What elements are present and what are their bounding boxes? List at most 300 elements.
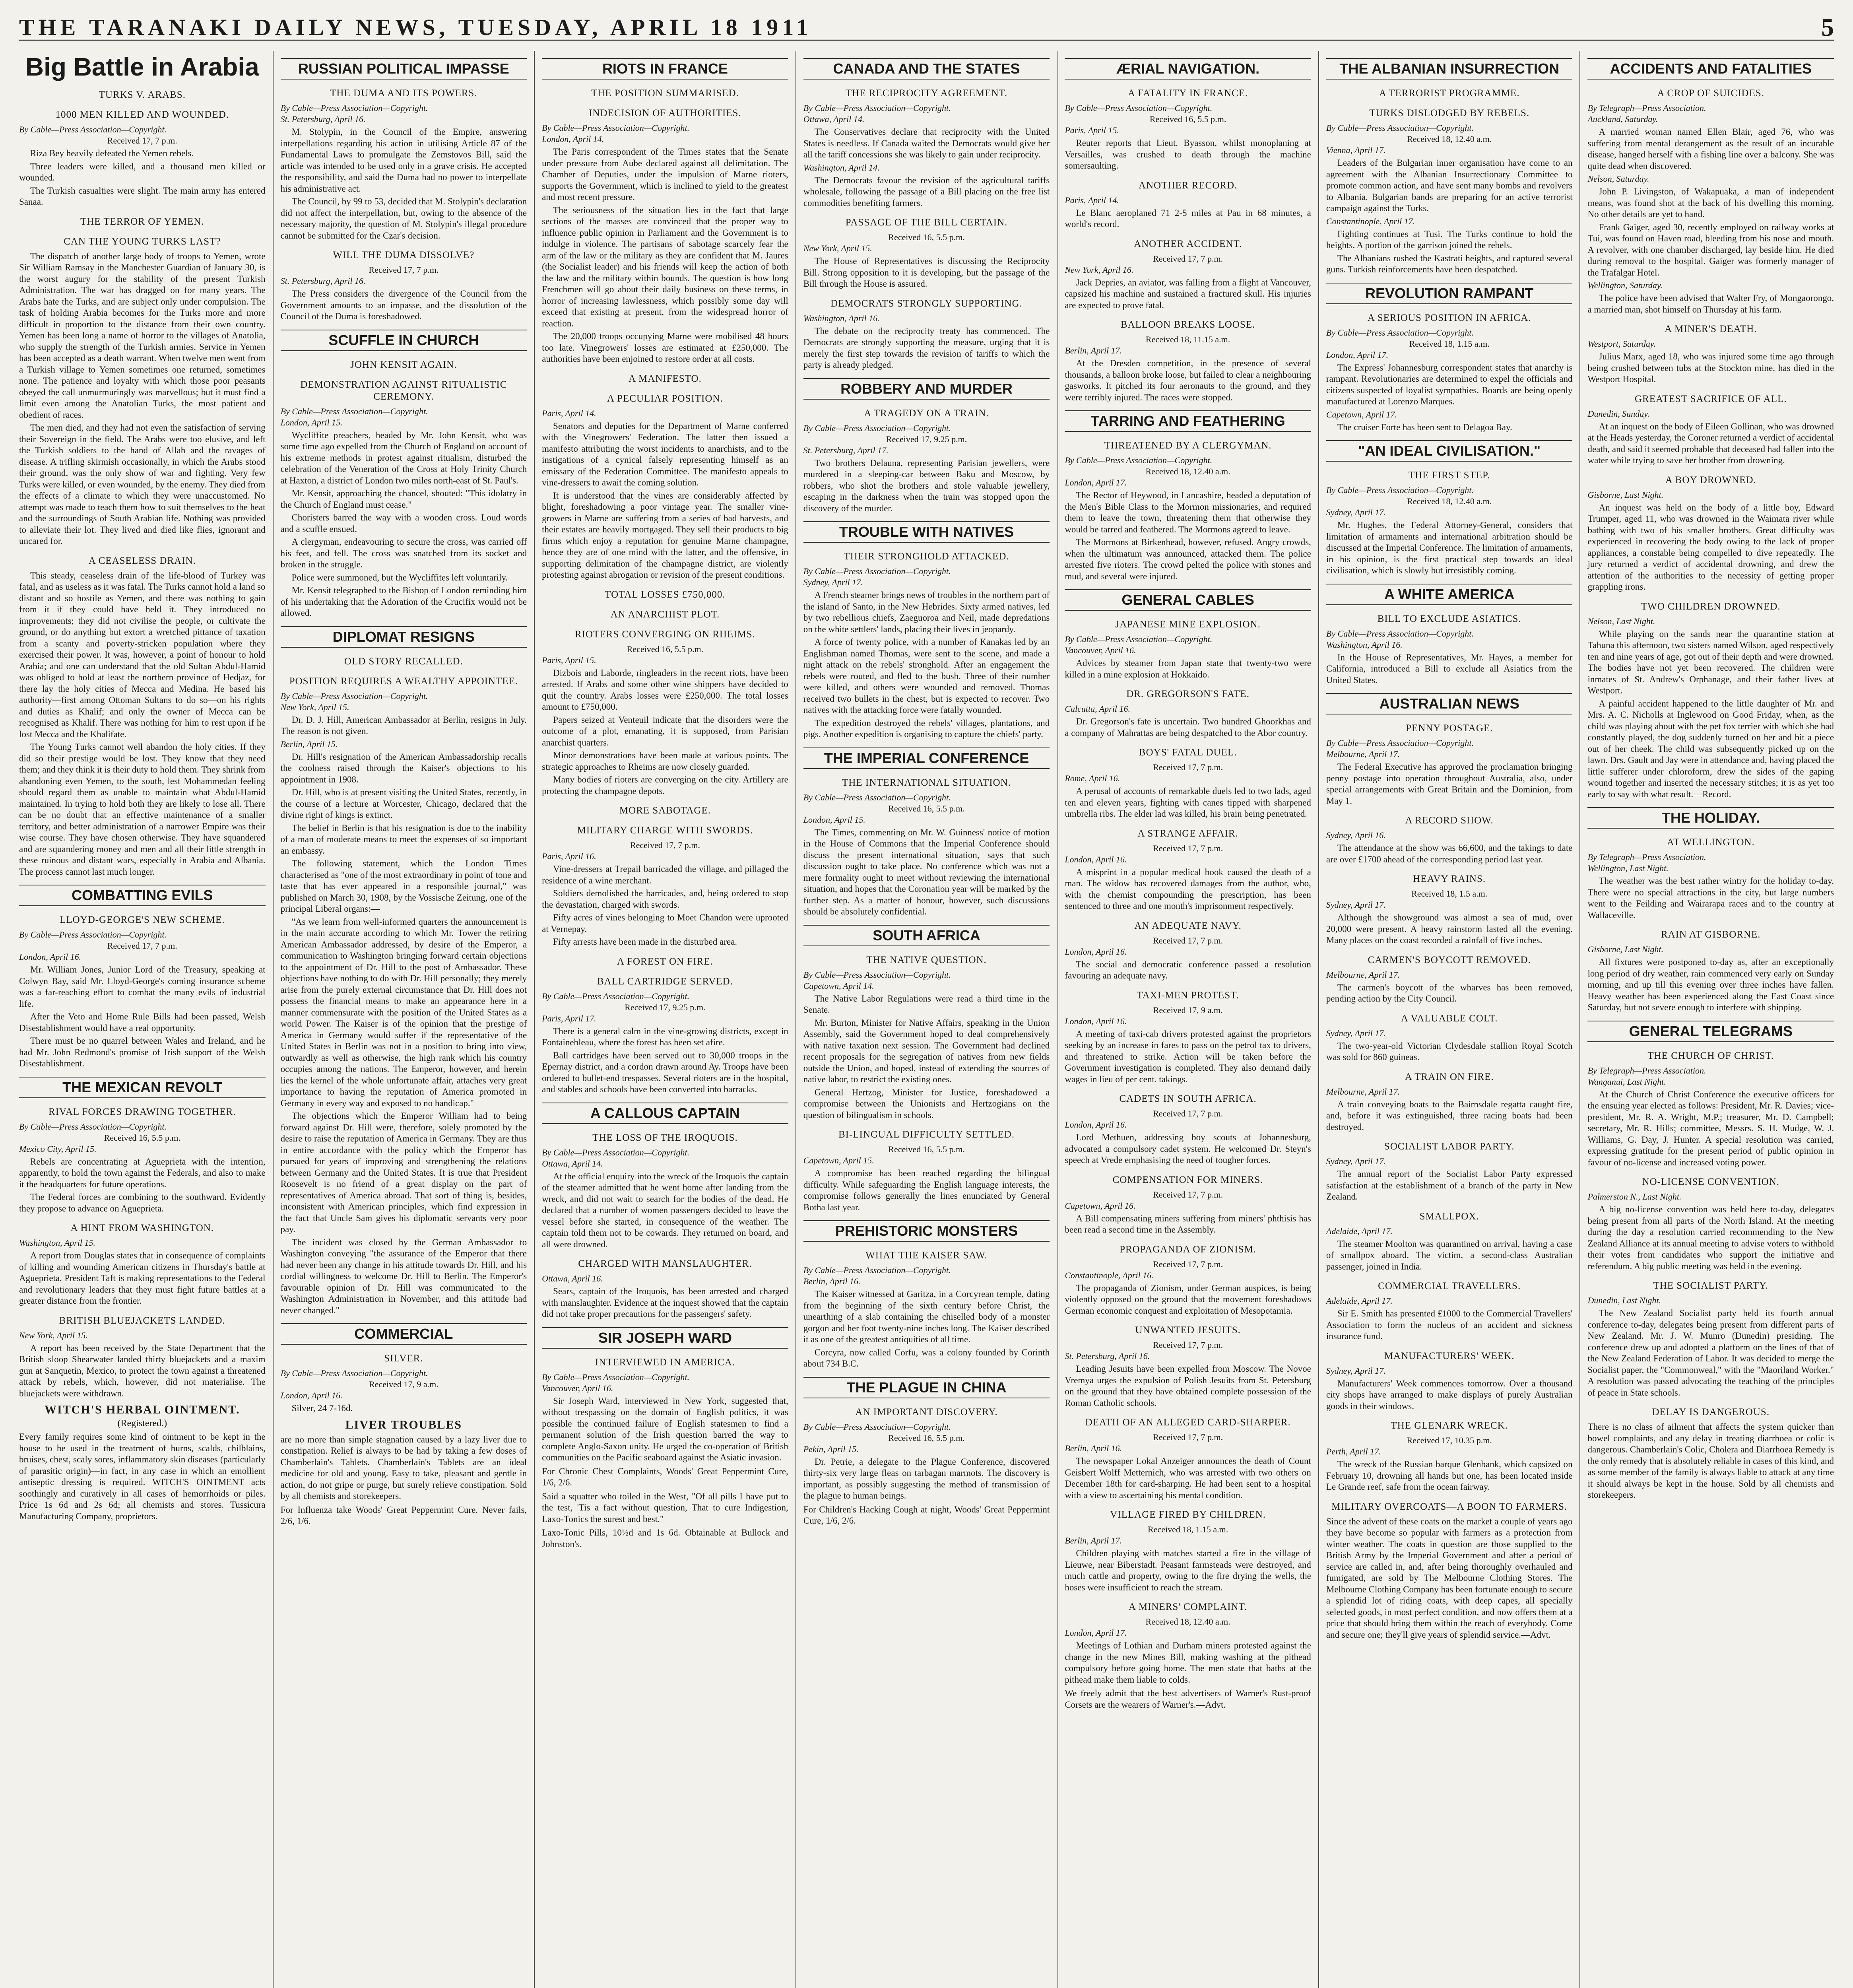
dateline: By Cable—Press Association—Copyright. bbox=[542, 991, 690, 1001]
subheading: COMMERCIAL TRAVELLERS. bbox=[1378, 1281, 1521, 1291]
dateline: By Cable—Press Association—Copyright. bbox=[803, 423, 951, 433]
dateline: Pekin, April 15. bbox=[803, 1444, 859, 1454]
section-heading: GENERAL TELEGRAMS bbox=[1587, 1021, 1834, 1042]
article-paragraph: The Native Labor Regulations were read a third time in the Senate. bbox=[803, 993, 1050, 1015]
article-paragraph: The expedition destroyed the rebels' villages, plantations, and pigs. Another expedition is organising to capture the chiefs' party. bbox=[803, 718, 1050, 739]
section-heading: "AN IDEAL CIVILISATION." bbox=[1326, 440, 1573, 462]
dateline: New York, April 16. bbox=[1065, 264, 1134, 275]
dateline: Berlin, April 17. bbox=[1065, 346, 1122, 355]
section-heading: TROUBLE WITH NATIVES bbox=[803, 521, 1050, 543]
article-paragraph: Dr. Petrie, a delegate to the Plague Conference, discovered thirty-six very large fleas on tarbagan marmots. The discovery is important, as possibly suggesting the method of transmission of the plague to human beings. bbox=[803, 1456, 1050, 1501]
article-paragraph: At the Church of Christ Conference the executive officers for the ensuing year elected as follows: President, Mr. R. Davies; vice-president, Mr. R. A. Wright, M.P.; treasurer, Mr. D. Campbell; secretary, Mr. R. Hills; committee, Messrs. S. H. Mudge, W. J. Williams, G. Day, J. Hunter. A special resolution was carried, expressing gratitude for the present period of public opinion in favour of no-license and increased voting power. bbox=[1587, 1089, 1834, 1167]
article-paragraph: The New Zealand Socialist party held its fourth annual conference to-day, delegates being present from different parts of New Zealand. Mr. J. W. Munro (Dunedin) presiding. The conference drew up and adopted a platform on the lines of that of the New Zealand Federation of Labor. It was decided to merge the Socialist paper, the "Commonweal," with the "Maoriland Worker." A resolution was passed advocating the teaching of the principles of peace in State schools. bbox=[1587, 1308, 1834, 1398]
article-paragraph: The seriousness of the situation lies in the fact that large sections of the masses are convinced that the proper way to influence public opinion in Parliament and the Government is to indulge in violence. The partisans of sabotage scarcely fear the arm of the law or the military as they are confident that M. Jaures (the Socialist leader) and his friends will keep the action of both the law and the military within bounds. The question is how long Frenchmen will go about their daily business on these terms, in horror of increasing lawlessness, which possibly some day will exceed that existing at present, from the widespread horror of reaction. bbox=[542, 205, 788, 328]
subheading: ANOTHER RECORD. bbox=[1138, 180, 1238, 191]
article-paragraph: The Albanians rushed the Kastrati heights, and captured several guns. Turkish reinforcements have been despatched. bbox=[1326, 253, 1573, 274]
received-line: Received 17, 7 p.m. bbox=[369, 265, 439, 275]
article-paragraph: Meetings of Lothian and Durham miners protested against the change in the new Mines Bill, making washing at the pithead compulsory before going home. The men state that baths at the pithead make them liable to colds. bbox=[1065, 1640, 1311, 1685]
article-paragraph: A painful accident happened to the little daughter of Mr. and Mrs. A. C. Nicholls at Inglewood on Good Friday, when, as the child was playing about with the pet fox terrier with which she had constantly played, the dog suddenly turned on her and bit a piece out of her cheek. The child was subsequently picked up on the lawn. Drs. Gault and Jay were in attendance and, having placed the little sufferer under chloroform, drew the sides of the gaping wound together and inserted the necessary stitches; it is as yet too early to say with what result.—Record. bbox=[1587, 698, 1834, 799]
subheading: A VALUABLE COLT. bbox=[1401, 1013, 1498, 1024]
article-paragraph: Frank Gaiger, aged 30, recently employed on railway works at Tui, was found on Haven road, bleeding from his nose and mouth. A revolver, with one chamber discharged, lay beside him. He died during removal to the hospital. Gaiger was formerly manager of the Trafalgar Hotel. bbox=[1587, 222, 1834, 278]
article-paragraph: Ball cartridges have been served out to 30,000 troops in the Epernay district, and a cordon drawn around Ay. Troops have been ordered to bullet-end trespasses. Several rioters are in the hospital, and stables and schools have been converted into barracks. bbox=[542, 1050, 788, 1094]
article-paragraph: Manufacturers' Week commences tomorrow. Over a thousand city shops have arranged to make displays of purely Australian goods in their windows. bbox=[1326, 1378, 1573, 1411]
advert-text: Since the advent of these coats on the market a couple of years ago they have become so popular with farmers as a protection from winter weather. The coats in question are those supplied to the British Army by the Imperial Government and after a period of service are called in, and, after being thoroughly overhauled and fumigated, are sold by The Melbourne Clothing Stores. The Melbourne Clothing Company has been fortunate enough to secure a splendid lot of riding coats, with deep capes, all specially selected goods, in most perfect condition, and now offers them at a price that should bring them within the reach of everybody. Come and secure one; they'll give years of splendid service.—Advt. bbox=[1326, 1516, 1573, 1640]
subheading: AN IMPORTANT DISCOVERY. bbox=[855, 1406, 998, 1417]
article-paragraph: Wycliffite preachers, headed by Mr. John Kensit, who was some time ago expelled from the Church of England on account of his extreme methods in protest against ritualism, disturbed the celebration of the Veneration of the Cross at Holy Trinity Church at Haxton, a district of London two miles north-east of St. Paul's. bbox=[280, 430, 527, 485]
article-paragraph: Leaders of the Bulgarian inner organisation have come to an agreement with the Albanian Insurrectionary Committee to promote common action, and have sent many bombs and revolvers to Albania. Bulgarian bands are preparing for an active terrorist campaign against the Turks. bbox=[1326, 158, 1573, 213]
dateline: Rome, April 16. bbox=[1065, 773, 1120, 783]
article-paragraph: Silver, 24 7-16d. bbox=[291, 1403, 353, 1413]
received-line: Received 17, 7 p.m. bbox=[1153, 935, 1223, 945]
subheading: THE NATIVE QUESTION. bbox=[866, 954, 987, 965]
article-paragraph: The social and democratic conference passed a resolution favouring an adequate navy. bbox=[1065, 959, 1311, 980]
advert-text: Laxo-Tonic Pills, 10½d and 1s 6d. Obtainable at Bullock and Johnston's. bbox=[542, 1528, 788, 1549]
article-paragraph: Mr. Burton, Minister for Native Affairs, speaking in the Union Assembly, said the Government hoped to deal comprehensively with native taxation next session. The Government had declined recent proposals for the segregation of natives from new fields outside the Union, and hoped, instead of extending the sources of native labor, to restrict the existing ones. bbox=[803, 1017, 1050, 1084]
article-paragraph: The attendance at the show was 66,600, and the takings to date are over £1700 ahead of the corresponding period last year. bbox=[1326, 843, 1573, 864]
dateline: New York, April 15. bbox=[280, 702, 349, 712]
dateline: By Cable—Press Association—Copyright. bbox=[1065, 634, 1213, 644]
dateline: Sydney, April 17. bbox=[1326, 900, 1386, 910]
dateline: By Telegraph—Press Association. bbox=[1587, 852, 1706, 862]
dateline: New York, April 15. bbox=[19, 1330, 88, 1340]
section-heading: TARRING AND FEATHERING bbox=[1065, 410, 1311, 432]
article-paragraph: The carmen's boycott of the wharves has been removed, pending action by the City Council. bbox=[1326, 982, 1573, 1004]
received-line: Received 17, 7 p.m. bbox=[1153, 1259, 1223, 1269]
dateline: Gisborne, Last Night. bbox=[1587, 489, 1664, 500]
dateline: By Telegraph—Press Association. bbox=[1587, 1065, 1706, 1076]
received-line: Received 17, 7 p.m. bbox=[1153, 1432, 1223, 1442]
subheading: TURKS V. ARABS. bbox=[99, 89, 186, 100]
subheading: HEAVY RAINS. bbox=[1413, 874, 1486, 884]
article-paragraph: The newspaper Lokal Anzeiger announces the death of Count Geisbert Wolff Metternich, who was arrested with two others on December 18th for card-sharping. He had been sent to a hospital with a view to ascertaining his mental condition. bbox=[1065, 1456, 1311, 1500]
article-paragraph: Rebels are concentrating at Agueprieta with the intention, apparently, to hold the town against the Federals, and also to make it the headquarters for future operations. bbox=[19, 1156, 266, 1189]
article-paragraph: Children playing with matches started a fire in the village of Lieuwe, near Biberstadt. Peasant farmsteads were destroyed, and much cattle and property, owing to the fire drying the wells, the hoses were insufficient to reach the stream. bbox=[1065, 1548, 1311, 1592]
dateline: By Cable—Press Association—Copyright. bbox=[280, 103, 428, 113]
subheading: BALLOON BREAKS LOOSE. bbox=[1120, 319, 1255, 330]
article-paragraph: Three leaders were killed, and a thousand men killed or wounded. bbox=[19, 161, 266, 182]
section-heading: ÆRIAL NAVIGATION. bbox=[1065, 58, 1311, 80]
subheading: THE DUMA AND ITS POWERS. bbox=[330, 88, 477, 99]
subheading: A HINT FROM WASHINGTON. bbox=[70, 1223, 214, 1233]
dateline: By Cable—Press Association—Copyright. bbox=[803, 103, 951, 113]
received-line: Received 17, 9 a.m. bbox=[369, 1379, 439, 1389]
dateline: Berlin, April 16. bbox=[1065, 1443, 1122, 1453]
article-paragraph: While playing on the sands near the quarantine station at Tahuna this afternoon, two sisters named Wilson, aged respectively ten and nine years of age, got out of their depth and were drowned. The bodies have not yet been recovered. The children were inmates of St. Andrew's Orphanage, and their father lives at Westport. bbox=[1587, 629, 1834, 695]
received-line: Received 17, 7 p.m. bbox=[1153, 1340, 1223, 1350]
dateline: St. Petersburg, April 16. bbox=[280, 114, 366, 124]
subheading: MORE SABOTAGE. bbox=[619, 805, 711, 816]
article-paragraph: A clergyman, endeavouring to secure the cross, was carried off his feet, and fell. The cross was snatched from its socket and broken in the struggle. bbox=[280, 537, 527, 569]
subheading: CAN THE YOUNG TURKS LAST? bbox=[64, 236, 221, 247]
subheading: UNWANTED JESUITS. bbox=[1135, 1325, 1241, 1336]
subheading: MANUFACTURERS' WEEK. bbox=[1384, 1350, 1515, 1361]
dateline: London, April 16. bbox=[280, 1390, 343, 1400]
received-line: Received 17, 7 p.m. bbox=[1153, 843, 1223, 853]
dateline: Adelaide, April 17. bbox=[1326, 1226, 1393, 1236]
dateline: By Cable—Press Association—Copyright. bbox=[280, 1368, 428, 1378]
subheading: THE GLENARK WRECK. bbox=[1391, 1420, 1508, 1431]
dateline: St. Petersburg, April 16. bbox=[1065, 1351, 1150, 1361]
subheading: ANOTHER ACCIDENT. bbox=[1134, 238, 1242, 249]
article-paragraph: The police have been advised that Walter Fry, of Mongaorongo, a married man, shot himself on Thursday at his farm. bbox=[1587, 293, 1834, 315]
subheading: THE CHURCH OF CHRIST. bbox=[1647, 1050, 1774, 1061]
dateline: By Cable—Press Association—Copyright. bbox=[280, 406, 428, 416]
article-paragraph: The men died, and they had not even the satisfaction of serving their Sovereign in the field. The Arabs were too elusive, and left the Turkish soldiers to the hand of Allah and the ravages of disease. A trifling skirmish occasionally, in which the Arabs stood their ground, was the only show of war and fighting. Very few Turks were killed, or even wounded, by the enemy. They died from the effects of a climate to which they were unaccustomed. No attempt was made to teach them how to suit themselves to the heat and the surroundings of South Arabian life. Nothing was provided to alleviate their lot. They lived and died like flies, ignorant and uncared for. bbox=[19, 423, 266, 546]
dateline: London, April 17. bbox=[1065, 1628, 1127, 1638]
article-paragraph: A Bill compensating miners suffering from miners' phthisis has been read a second time in the Assembly. bbox=[1065, 1213, 1311, 1235]
subheading: A PECULIAR POSITION. bbox=[607, 393, 723, 404]
article-paragraph: It is understood that the vines are considerably affected by blight, foreshadowing a poor vintage year. The smaller vine-growers in Marne are suffering from a series of bad harvests, and their estates are heavily mortgaged. They sell their products to big firms which enjoy a reputation for genuine Marne champagne, hence they are of one mind with the latter, and the offensive, in supporting delimitation of the champagne district, are violently protesting against abrogation or revision of the present conditions. bbox=[542, 490, 788, 580]
dateline: By Cable—Press Association—Copyright. bbox=[19, 124, 167, 134]
headline-banner: Big Battle in Arabia bbox=[25, 52, 259, 81]
subheading: A TERRORIST PROGRAMME. bbox=[1379, 88, 1520, 99]
dateline: Constantinople, April 17. bbox=[1326, 216, 1415, 226]
dateline: Washington, April 15. bbox=[19, 1238, 95, 1248]
subheading: A MINERS' COMPLAINT. bbox=[1128, 1602, 1248, 1612]
article-paragraph: The Federal forces are combining to the southward. Evidently they propose to advance on Agueprieta. bbox=[19, 1192, 266, 1213]
dateline: Vancouver, April 16. bbox=[1065, 645, 1136, 655]
article-paragraph: There is a general calm in the vine-growing districts, except in Fontainebleau, where the forest has been set afire. bbox=[542, 1026, 788, 1047]
dateline: London, April 17. bbox=[1326, 349, 1388, 360]
dateline: By Cable—Press Association—Copyright. bbox=[542, 123, 690, 133]
dateline: Vienna, April 17. bbox=[1326, 145, 1386, 155]
article-paragraph: The Kaiser witnessed at Garitza, in a Corcyrean temple, dating from the beginning of the sixth century before Christ, the unearthing of a slab containing the chiselled body of a monster gorgon and her foot twenty-nine inches long. The Kaiser described it as one of the greatest antiquities of all time. bbox=[803, 1289, 1050, 1344]
dateline: Washington, April 14. bbox=[803, 162, 880, 173]
subheading: AN ADEQUATE NAVY. bbox=[1134, 920, 1242, 931]
subheading: BI-LINGUAL DIFFICULTY SETTLED. bbox=[838, 1129, 1015, 1140]
subheading: POSITION REQUIRES A WEALTHY APPOINTEE. bbox=[289, 676, 518, 687]
section-heading: RUSSIAN POLITICAL IMPASSE bbox=[281, 58, 527, 80]
article-paragraph: Leading Jesuits have been expelled from Moscow. The Novoe Vremya urges the expulsion of Polish Jesuits from St. Petersburg on the ground that they have obtained complete possession of the Roman Catholic schools. bbox=[1065, 1364, 1311, 1408]
dateline: By Cable—Press Association—Copyright. bbox=[803, 566, 951, 576]
dateline: By Cable—Press Association—Copyright. bbox=[280, 691, 428, 701]
dateline: By Cable—Press Association—Copyright. bbox=[1326, 485, 1474, 495]
section-heading: A CALLOUS CAPTAIN bbox=[542, 1103, 788, 1124]
section-heading: SOUTH AFRICA bbox=[803, 925, 1050, 946]
article-paragraph: The propaganda of Zionism, under German auspices, is being violently opposed on the ground that the movement foreshadows German economic conquest and exploitation of Mesopotamia. bbox=[1065, 1283, 1311, 1316]
advert-text: There is no class of ailment that affects the system quicker than bowel complaints, and any delay in treating diarrhoea or colic is dangerous. Chamberlain's Colic, Cholera and Diarrhoea Remedy is the only remedy that is absolutely reliable in cases of this kind, and as some member of the family is always liable to attack at any time it should always be kept in the house. Sold by all chemists and storekeepers. bbox=[1587, 1422, 1834, 1500]
column-5 bbox=[1057, 51, 1318, 1988]
subheading: COMPENSATION FOR MINERS. bbox=[1112, 1174, 1263, 1185]
article-paragraph: The debate on the reciprocity treaty has commenced. The Democrats are strongly supporting the measure, urging that it is merely the first step towards the revision of tariffs to which the party is already pledged. bbox=[803, 326, 1050, 370]
article-paragraph: The cruiser Forte has been sent to Delagoa Bay. bbox=[1337, 422, 1512, 432]
dateline: St. Petersburg, April 16. bbox=[280, 276, 366, 286]
subheading: BILL TO EXCLUDE ASIATICS. bbox=[1377, 613, 1521, 624]
subheading: CHARGED WITH MANSLAUGHTER. bbox=[578, 1258, 752, 1269]
article-paragraph: Sir E. Smith has presented £1000 to the Commercial Travellers' Association to form the nucleus of an accident and sickness insurance fund. bbox=[1326, 1309, 1573, 1341]
dateline: Melbourne, April 17. bbox=[1326, 969, 1400, 980]
dateline: Paris, April 15. bbox=[1065, 125, 1119, 135]
dateline: London, April 16. bbox=[1065, 946, 1127, 957]
dateline: Auckland, Saturday. bbox=[1587, 114, 1658, 124]
article-paragraph: Le Blanc aeroplaned 71 2-5 miles at Pau in 68 minutes, a world's record. bbox=[1065, 208, 1311, 229]
article-paragraph: The following statement, which the London Times characterised as "one of the most extraordinary in point of tone and taste that has ever appeared in a responsible journal," was published on March 30, 1908, by the Vossische Zeitung, one of the principal Liberal organs:— bbox=[280, 858, 527, 914]
column-2 bbox=[273, 51, 534, 1988]
article-paragraph: Julius Marx, aged 18, who was injured some time ago through being crushed between tubs at the Stockton mine, has died in the Westport Hospital. bbox=[1587, 351, 1834, 384]
section-heading: THE HOLIDAY. bbox=[1587, 807, 1834, 829]
article-paragraph: The Paris correspondent of the Times states that the Senate under pressure from Aube declared against all delimitation. The Chamber of Deputies, under the impulsion of Marne rioters, supports the Government, which is inclined to yield to the greatest and most recent pressure. bbox=[542, 147, 788, 202]
column-6 bbox=[1318, 51, 1580, 1988]
subheading: TOTAL LOSSES £750,000. bbox=[605, 589, 726, 600]
received-line: Received 18, 12.40 a.m. bbox=[1145, 1617, 1230, 1627]
subheading: A MANIFESTO. bbox=[629, 373, 702, 384]
subheading: BRITISH BLUEJACKETS LANDED. bbox=[59, 1315, 225, 1326]
section-heading: THE ALBANIAN INSURRECTION bbox=[1326, 58, 1573, 80]
advert-heading: LIVER TROUBLES bbox=[345, 1418, 462, 1431]
subheading: THEIR STRONGHOLD ATTACKED. bbox=[844, 551, 1009, 562]
subheading: WILL THE DUMA DISSOLVE? bbox=[333, 250, 475, 260]
section-heading: THE MEXICAN REVOLT bbox=[19, 1077, 266, 1098]
dateline: By Cable—Press Association—Copyright. bbox=[1065, 103, 1213, 113]
dateline: Melbourne, April 17. bbox=[1326, 1086, 1400, 1097]
dateline: Wellington, Last Night. bbox=[1587, 863, 1669, 873]
section-heading: CANADA AND THE STATES bbox=[803, 58, 1050, 80]
advert-text: For Chronic Chest Complaints, Woods' Great Peppermint Cure, 1/6, 2/6. bbox=[542, 1466, 788, 1487]
article-paragraph: The Council, by 99 to 53, decided that M. Stolypin's declaration did not affect the interpellation, but, owing to the absence of the necessary majority, the question of M. Stolypin's illegal procedure cannot be submitted for the Czar's decision. bbox=[280, 196, 527, 241]
article-paragraph: General Hertzog, Minister for Justice, foreshadowed a compromise between the Unionists and Hertzogians on the question of bilingualism in schools. bbox=[803, 1087, 1050, 1120]
dateline: London, April 15. bbox=[803, 814, 865, 825]
subheading: THE RECIPROCITY AGREEMENT. bbox=[845, 88, 1008, 99]
article-paragraph: A train conveying boats to the Bairnsdale regatta caught fire, and, before it was extinguished, three racing boats had been destroyed. bbox=[1326, 1099, 1573, 1132]
article-paragraph: The Times, commenting on Mr. W. Guinness' notice of motion in the House of Commons that the Imperial Conference should discuss the present international situation, says that such discussion ought to take place. No conference which was not a mere formality ought to meet without reviewing the international situation, and hopes that the Coronation year will be marked by the further step. As a matter of honour, however, such discussions should be absolutely confidential. bbox=[803, 827, 1050, 916]
page-number: 5 bbox=[1821, 13, 1834, 41]
dateline: London, April 15. bbox=[280, 417, 343, 427]
dateline: By Cable—Press Association—Copyright. bbox=[19, 1121, 167, 1132]
article-paragraph: Fighting continues at Tusi. The Turks continue to hold the heights. A portion of the garrison joined the rebels. bbox=[1326, 229, 1573, 250]
subheading: PENNY POSTAGE. bbox=[1405, 723, 1493, 734]
received-line: Received 17, 10.35 p.m. bbox=[1407, 1435, 1492, 1445]
advert-text: are no more than simple stagnation caused by a lazy liver due to constipation. Relief is always to be had by taking a few doses of Chamberlain's Tablets. Chamberlain's Tablets are an ideal medicine for old and young. Easy to take, pleasant and gentle in action, do not gripe or purge, but surely relieve constipation. Sold by all chemists and storekeepers. bbox=[280, 1434, 527, 1501]
column-7 bbox=[1579, 51, 1834, 1988]
section-heading: THE PLAGUE IN CHINA bbox=[803, 1377, 1050, 1398]
article-paragraph: Fifty acres of vines belonging to Moet Chandon were uprooted at Vernepay. bbox=[542, 912, 788, 934]
subheading: A RECORD SHOW. bbox=[1405, 815, 1494, 826]
dateline: Paris, April 15. bbox=[542, 655, 596, 665]
article-paragraph: A big no-license convention was held here to-day, delegates being present from all parts of the North Island. At the meeting during the day a resolution carried recommending to the New Zealand Alliance at its annual meeting to advise voters to withhold their votes from candidates who support the initiative and referendum. A big public meeting was held in the evening. bbox=[1587, 1204, 1834, 1271]
article-paragraph: In the House of Representatives, Mr. Hayes, a member for California, introduced a Bill to exclude all Asiatics from the United States. bbox=[1326, 652, 1573, 685]
masthead bbox=[19, 13, 1834, 41]
section-heading: DIPLOMAT RESIGNS bbox=[281, 626, 527, 648]
article-paragraph: The annual report of the Socialist Labor Party expressed satisfaction at the establishment of a branch of the party in New Zealand. bbox=[1326, 1169, 1573, 1202]
article-paragraph: Lord Methuen, addressing boy scouts at Johannesburg, advocated a compulsory cadet system. He welcomed Dr. Steyn's speech at Vrede emphasising the need of tougher forces. bbox=[1065, 1132, 1311, 1165]
dateline: Berlin, April 17. bbox=[1065, 1536, 1122, 1545]
article-paragraph: The Turkish casualties were slight. The main army has entered Sanaa. bbox=[19, 185, 266, 207]
subheading: CARMEN'S BOYCOTT REMOVED. bbox=[1368, 954, 1531, 965]
subheading: JAPANESE MINE EXPLOSION. bbox=[1115, 619, 1261, 630]
article-paragraph: Reuter reports that Lieut. Byasson, whilst monoplaning at Versailles, was crushed to death through the machine somersaulting. bbox=[1065, 138, 1311, 171]
dateline: By Cable—Press Association—Copyright. bbox=[1326, 327, 1474, 338]
dateline: Wanganui, Last Night. bbox=[1587, 1076, 1666, 1087]
section-heading: THE IMPERIAL CONFERENCE bbox=[803, 747, 1050, 769]
article-paragraph: A French steamer brings news of troubles in the northern part of the island of Santo, in the New Hebrides. Sixty armed natives, led by two rebellious chiefs, Zaeguoroa and Neil, made depredations on the white settlers' lands, placing their lives in jeopardy. bbox=[803, 590, 1050, 634]
article-paragraph: The Conservatives declare that reciprocity with the United States is needless. If Canada waited the Democrats would give her all the tariff concessions she was likely to gain under reciprocity. bbox=[803, 127, 1050, 159]
dateline: Westport, Saturday. bbox=[1587, 339, 1656, 349]
subheading: DELAY IS DANGEROUS. bbox=[1652, 1407, 1770, 1417]
received-line: Received 18, 11.15 a.m. bbox=[1145, 334, 1230, 344]
article-paragraph: The House of Representatives is discussing the Reciprocity Bill. Strong opposition to it is developing, but the passage of the Bill through the House is assured. bbox=[803, 256, 1050, 289]
article-paragraph: After the Veto and Home Rule Bills had been passed, Welsh Disestablishment would have a real opportunity. bbox=[19, 1011, 266, 1033]
article-paragraph: The Press considers the divergence of the Council from the Government amounts to an impasse, and the dissolution of the Council of the Duma is foreshadowed. bbox=[280, 289, 527, 321]
advert-heading: WITCH'S HERBAL OINTMENT. bbox=[44, 1403, 240, 1416]
dateline: Gisborne, Last Night. bbox=[1587, 944, 1664, 954]
dateline: By Cable—Press Association—Copyright. bbox=[803, 1421, 951, 1432]
subheading: AT WELLINGTON. bbox=[1667, 837, 1755, 848]
received-line: Received 16, 5.5 p.m. bbox=[888, 1144, 965, 1154]
dateline: Paris, April 16. bbox=[542, 851, 596, 861]
article-paragraph: At the official enquiry into the wreck of the Iroquois the captain of the steamer admitted that he went home after landing from the wreck, and did not wait to search for the bodies of the dead. He declared that a number of women passengers decided to leave the vessel before she started, in consequence of the weather. The captain told them not to be cowards. They returned on board, and all were drowned. bbox=[542, 1171, 788, 1249]
subheading: 1000 MEN KILLED AND WOUNDED. bbox=[55, 109, 229, 120]
article-paragraph: Vine-dressers at Trepail barricaded the village, and pillaged the residence of a wine merchant. bbox=[542, 864, 788, 885]
article-paragraph: The wreck of the Russian barque Glenbank, which capsized on February 10, drowning all hands but one, has been located inside Le Grande reef, safe from the ocean fairway. bbox=[1326, 1459, 1573, 1492]
dateline: Dunedin, Sunday. bbox=[1587, 408, 1650, 419]
dateline: By Cable—Press Association—Copyright. bbox=[1326, 628, 1474, 639]
subheading: SMALLPOX. bbox=[1419, 1211, 1479, 1222]
dateline: Berlin, April 15. bbox=[280, 739, 338, 749]
article-paragraph: M. Stolypin, in the Council of the Empire, answering interpellations regarding his action in utilising Article 87 of the Fundamental Laws to promulgate the Zemstovos Bill, said the article was intended to be used only in a grave crisis. He accepted the responsibility, and said the Duma had no power to interpellate his administrative act. bbox=[280, 127, 527, 194]
dateline: London, April 16. bbox=[19, 952, 81, 962]
article-paragraph: Papers seized at Venteuil indicate that the disorders were the outcome of a plot, emanating, it is supposed, from Parisian anarchist quarters. bbox=[542, 714, 788, 747]
dateline: Dunedin, Last Night. bbox=[1587, 1295, 1661, 1305]
dateline: Ottawa, April 16. bbox=[542, 1274, 603, 1283]
article-paragraph: Corcyra, now called Corfu, was a colony founded by Corinth about 734 B.C. bbox=[803, 1347, 1050, 1369]
article-paragraph: Soldiers demolished the barricades, and, being ordered to stop the devastation, charged with swords. bbox=[542, 888, 788, 910]
article-paragraph: The Young Turks cannot well abandon the holy cities. If they did so their prestige would be lost. They know that they need them; and they think it is their duty to hold them. They shrink from abandoning even Yemen, to the south, lest Mohammedan feeling should regard them as unable to maintain what Abdul-Hamid maintained. In trying to hold both they are likely to lose all. There can be no doubt that an effective maintenance of a smaller territory, and better administration of a narrower Empire was their wise course. They have chosen otherwise. They have squandered and are squandering money and men and all their little strength in these ruinous and distant wars, especially in Arabia and Albania. The process cannot last much longer. bbox=[19, 742, 266, 877]
article-paragraph: The Express' Johannesburg correspondent states that anarchy is rampant. Revolutionaries are determined to expel the officials and citizens suspected of loyalist sympathies. Boards are being openly manufactured at Lorenzo Marques. bbox=[1326, 362, 1573, 406]
subheading: AN ANARCHIST PLOT. bbox=[610, 609, 720, 620]
article-paragraph: Dizbois and Laborde, ringleaders in the recent riots, have been arrested. If Arabs and some other wine shippers have decided to quit the country. Arabs losses were £250,000. The total losses amount to £750,000. bbox=[542, 668, 788, 712]
article-paragraph: Although the showground was almost a sea of mud, over 20,000 were present. A heavy rainstorm lasted all the evening. Many places on the coast recorded a rainfall of five inches. bbox=[1326, 912, 1573, 945]
received-line: Received 18, 1.15 a.m. bbox=[1409, 338, 1490, 349]
article-paragraph: At an inquest on the body of Eileen Gollinan, who was drowned at the Heads yesterday, the Coroner returned a verdict of accidental death, and said it seemed probable that deceased had fallen into the water while trying to save her brother from drowning. bbox=[1587, 421, 1834, 465]
article-paragraph: The belief in Berlin is that his resignation is due to the inability of a man of moderate means to meet the expenses of so important an embassy. bbox=[280, 823, 527, 856]
subheading: A BOY DROWNED. bbox=[1665, 474, 1756, 485]
article-paragraph: A report from Douglas states that in consequence of complaints of killing and wounding American citizens in Thursday's battle at Agueprieta, President Taft is making representations to the Federal and revolutionary leaders that they must fight future battles at a greater distance from the frontier. bbox=[19, 1250, 266, 1306]
received-line: Received 17, 9.25 p.m. bbox=[886, 434, 967, 444]
dateline: Washington, April 16. bbox=[803, 313, 880, 323]
dateline: Capetown, April 15. bbox=[803, 1155, 874, 1165]
article-paragraph: Mr. Kensit, approaching the chancel, shouted: "This idolatry in the Church of England must cease." bbox=[280, 488, 527, 510]
subheading: CADETS IN SOUTH AFRICA. bbox=[1119, 1093, 1257, 1104]
subheading: BOYS' FATAL DUEL. bbox=[1139, 747, 1237, 758]
subheading: SILVER. bbox=[384, 1353, 423, 1364]
column-3 bbox=[534, 51, 796, 1988]
section-heading: COMBATTING EVILS bbox=[19, 885, 266, 906]
dateline: Sydney, April 16. bbox=[1326, 830, 1386, 840]
dateline: Melbourne, April 17. bbox=[1326, 749, 1400, 759]
dateline: By Cable—Press Association—Copyright. bbox=[19, 930, 167, 940]
article-paragraph: Fifty arrests have been made in the disturbed area. bbox=[553, 937, 737, 947]
article-paragraph: Dr. D. J. Hill, American Ambassador at Berlin, resigns in July. The reason is not given. bbox=[280, 714, 527, 736]
received-line: Received 17, 7 p.m. bbox=[1153, 1109, 1223, 1118]
subheading: BALL CARTRIDGE SERVED. bbox=[597, 976, 733, 987]
columns bbox=[19, 51, 1834, 1988]
received-line: Received 17, 7 p.m. bbox=[1153, 762, 1223, 772]
article-paragraph: A meeting of taxi-cab drivers protested against the proprietors seeking by an increase in fares to pass on the petrol tax to drivers, and threatened to strike. Action will be taken before the Government investigation is completed. They also demand daily wages in lieu of per cent. takings. bbox=[1065, 1029, 1311, 1084]
article-paragraph: All fixtures were postponed to-day as, after an exceptionally long period of dry weather, rain commenced very early on Sunday morning, and up till this evening over three inches have fallen. Heavy weather has been experienced along the East Coast since Saturday, but not severe enough to interfere with shipping. bbox=[1587, 957, 1834, 1012]
subheading: A TRAIN ON FIRE. bbox=[1405, 1071, 1494, 1082]
subheading: OLD STORY RECALLED. bbox=[344, 656, 463, 667]
subheading: RAIN AT GISBORNE. bbox=[1661, 929, 1761, 940]
subheading: PASSAGE OF THE BILL CERTAIN. bbox=[845, 217, 1008, 228]
article-paragraph: There must be no quarrel between Wales and Ireland, and he had Mr. John Redmond's promise of Irish support of the Welsh Disestablishment. bbox=[19, 1036, 266, 1068]
received-line: Received 18, 12.40 a.m. bbox=[1407, 496, 1492, 506]
dateline: By Cable—Press Association—Copyright. bbox=[1326, 123, 1474, 133]
dateline: Paris, April 14. bbox=[542, 408, 596, 418]
article-paragraph: A compromise has been reached regarding the bilingual difficulty. While safeguarding the English language interests, the compromise follows generally the lines enunciated by General Botha last year. bbox=[803, 1168, 1050, 1212]
received-line: Received 18, 12.40 a.m. bbox=[1407, 134, 1492, 144]
dateline: Paris, April 17. bbox=[542, 1013, 596, 1023]
subheading: SOCIALIST LABOR PARTY. bbox=[1384, 1141, 1515, 1152]
dateline: Ottawa, April 14. bbox=[542, 1158, 603, 1169]
dateline: Sydney, April 17. bbox=[1326, 1156, 1386, 1166]
dateline: By Cable—Press Association—Copyright. bbox=[1326, 738, 1474, 748]
article-paragraph: Mr. William Jones, Junior Lord of the Treasury, speaking at Colwyn Bay, said Mr. Lloyd-George's coming insurance scheme was a far-reaching effort to combat the many evils of industrial life. bbox=[19, 965, 266, 1009]
subheading: INTERVIEWED IN AMERICA. bbox=[595, 1357, 735, 1368]
dateline: Ottawa, April 14. bbox=[803, 114, 865, 124]
dateline: London, April 14. bbox=[542, 134, 604, 144]
received-line: Received 16, 5.5 p.m. bbox=[888, 232, 965, 242]
dateline: By Cable—Press Association—Copyright. bbox=[542, 1372, 690, 1382]
received-line: Received 18, 1.5 a.m. bbox=[1411, 889, 1488, 899]
article-paragraph: Police were summoned, but the Wycliffites left voluntarily. bbox=[291, 572, 508, 582]
section-heading: COMMERCIAL bbox=[281, 1323, 527, 1345]
article-paragraph: The 20,000 troops occupying Marne were mobilised 48 hours too late. Vinegrowers' losses are estimated at £250,000. The authorities have been enjoined to restore order at all costs. bbox=[542, 331, 788, 364]
article-paragraph: The objections which the Emperor William had to being forward against Dr. Hill were, therefore, solely promoted by the desire to raise the reputation of America in Germany. They are thus in entire accordance with the policy which the Emperor has pursued for years of improving and strengthening the relations between Germany and the United States. It is true that President Roosevelt is no friend of a great display on the part of representatives of America abroad. That sort of thing is, besides, inconsistent with American principles, which find expression in the fact that Uncle Sam gives his diplomatic servants very poor pay. bbox=[280, 1111, 527, 1234]
received-line: Received 17, 7 p.m. bbox=[630, 840, 700, 850]
article-paragraph: Sir Joseph Ward, interviewed in New York, suggested that, without trespassing on the domain of English politics, it was possible the continued failure of English statesmen to find a permanent solution of the Irish question barred the way to complete Anglo-Saxon unity. He urged the co-operation of British communities on the Pacific seaboard against the Asiatic invasion. bbox=[542, 1396, 788, 1462]
subheading: DEATH OF AN ALLEGED CARD-SHARPER. bbox=[1085, 1417, 1291, 1428]
article-paragraph: A misprint in a popular medical book caused the death of a man. The widow has recovered damages from the author, who, with the chemist compounding the prescription, has been sentenced to three and one month's imprisonment respectively. bbox=[1065, 867, 1311, 911]
dateline: Capetown, April 17. bbox=[1326, 409, 1397, 419]
dateline: Nelson, Saturday. bbox=[1587, 174, 1649, 184]
subheading: A FATALITY IN FRANCE. bbox=[1127, 88, 1248, 99]
column-4 bbox=[796, 51, 1057, 1988]
article-paragraph: Senators and deputies for the Department of Marne conferred with the Vinegrowers' Federation. The latter then issued a manifesto attributing the worst incidents to anarchists, and to the instigations of a cynical falsely representing himself as an emissary of the Federation Committee. The manifesto appeals to vine-dressers to await the coming solution. bbox=[542, 421, 788, 487]
subheading: WHAT THE KAISER SAW. bbox=[865, 1250, 988, 1261]
section-heading: REVOLUTION RAMPANT bbox=[1326, 283, 1573, 304]
received-line: Received 16, 5.5 p.m. bbox=[627, 644, 704, 654]
dateline: Paris, April 14. bbox=[1065, 195, 1119, 205]
article-paragraph: The Democrats favour the revision of the agricultural tariffs wholesale, following the passage of a Bill placing on the free list commodities benefiting farmers. bbox=[803, 175, 1050, 208]
dateline: Capetown, April 14. bbox=[803, 980, 874, 991]
article-paragraph: A report has been received by the State Department that the British sloop Shearwater landed thirty bluejackets and a maxim gun at Sanquetin, Mexico, to protect the town against a threatened attack by rebels, which, however, did not materialise. The bluejackets were withdrawn. bbox=[19, 1343, 266, 1398]
subheading: THE FIRST STEP. bbox=[1408, 470, 1490, 481]
article-paragraph: Many bodies of rioters are converging on the city. Artillery are protecting the champagne depots. bbox=[542, 775, 788, 796]
dateline: Perth, April 17. bbox=[1326, 1446, 1381, 1456]
article-paragraph: Mr. Kensit telegraphed to the Bishop of London reminding him of his undertaking that the Adoration of the Crucifix would not be allowed. bbox=[280, 585, 527, 618]
received-line: Received 17, 9.25 p.m. bbox=[625, 1002, 706, 1012]
advert-text: Said a squatter who toiled in the West, "Of all pills I have put to the test, 'Tis a fact without question, That to cure Indigestion, Laxo-Tonics the surest and best." bbox=[542, 1491, 788, 1524]
dateline: Adelaide, April 17. bbox=[1326, 1296, 1393, 1306]
subheading: JOHN KENSIT AGAIN. bbox=[350, 359, 457, 370]
subheading: A STRANGE AFFAIR. bbox=[1137, 828, 1238, 839]
subheading: A TRAGEDY ON A TRAIN. bbox=[864, 408, 989, 419]
article-paragraph: The weather was the best rather wintry for the holiday to-day. There were no special attractions in the city, but large numbers went to the Feilding and Wairarapa races and to the country at Wallaceville. bbox=[1587, 876, 1834, 920]
subheading: THREATENED BY A CLERGYMAN. bbox=[1104, 440, 1272, 451]
dateline: Mexico City, April 15. bbox=[19, 1143, 97, 1154]
subheading: THE TERROR OF YEMEN. bbox=[80, 216, 204, 227]
section-heading: A WHITE AMERICA bbox=[1326, 584, 1573, 605]
subheading: A MINER'S DEATH. bbox=[1665, 324, 1757, 334]
dateline: New York, April 15. bbox=[803, 243, 872, 253]
subheading: DEMONSTRATION AGAINST RITUALISTIC CEREMONY. bbox=[300, 379, 507, 402]
dateline: By Cable—Press Association—Copyright. bbox=[542, 1147, 690, 1157]
article-paragraph: John P. Livingston, of Wakapuaka, a man of independent means, was found shot at the back of his dwelling this morning. No other details are yet to hand. bbox=[1587, 186, 1834, 219]
received-line: Received 17, 7 p.m. bbox=[1153, 1189, 1223, 1200]
advert-text: For Influenza take Woods' Great Peppermint Cure. Never fails, 2/6, 1/6. bbox=[280, 1505, 527, 1526]
article-paragraph: Jack Depries, an aviator, was falling from a flight at Vancouver, capsized his machine and sustained a fractured skull. His injuries are expected to prove fatal. bbox=[1065, 277, 1311, 310]
dateline: Sydney, April 17. bbox=[1326, 507, 1386, 517]
